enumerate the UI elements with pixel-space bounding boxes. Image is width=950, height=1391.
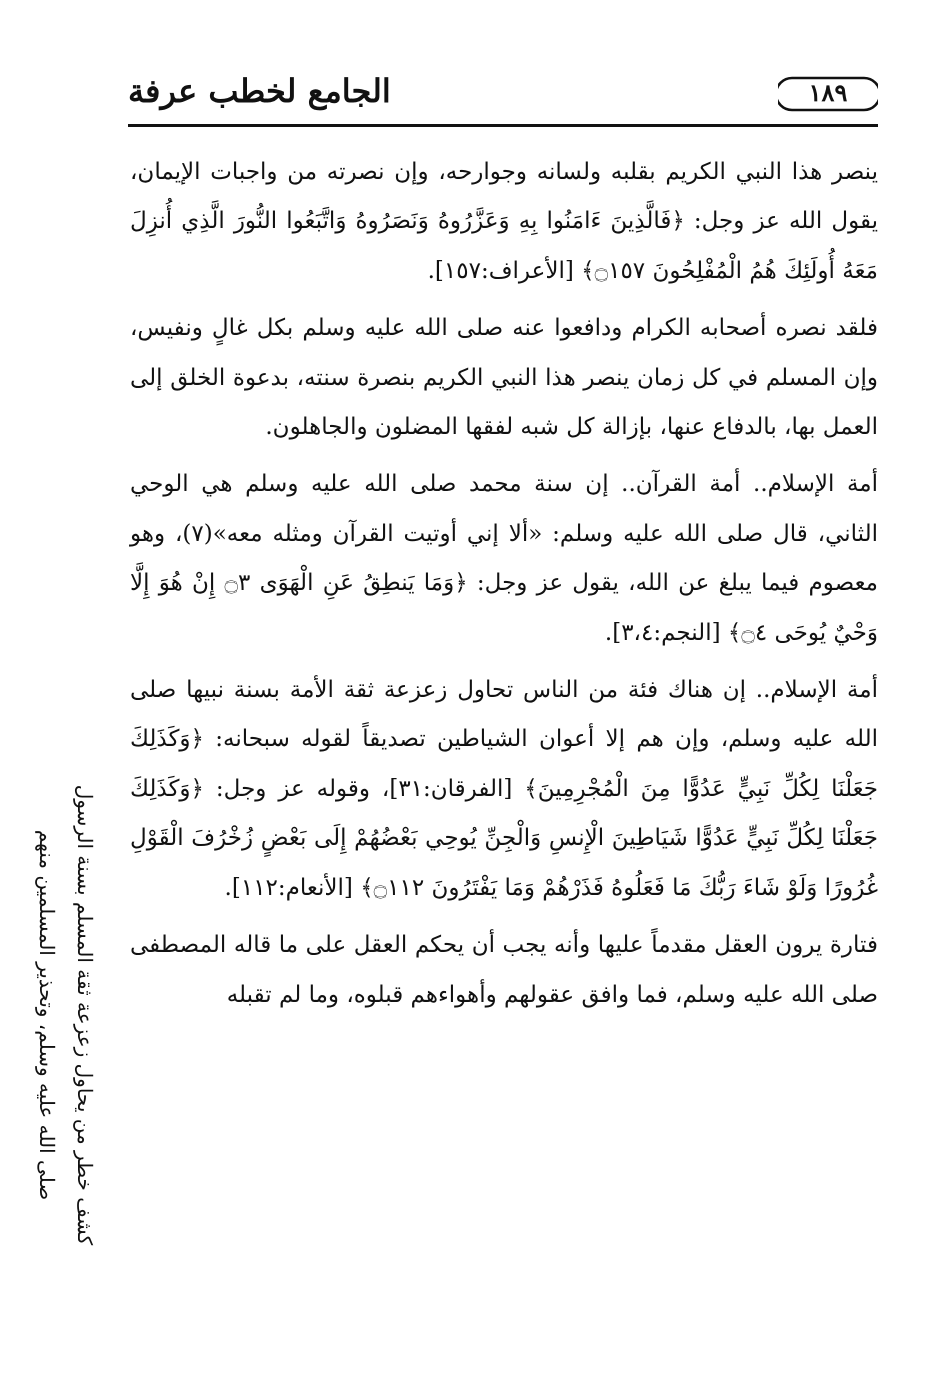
paragraph-1: ينصر هذا النبي الكريم بقلبه ولسانه وجوارحه، وإن نصرته من واجبات الإيمان، يقول الله عز وجل: ﴿فَالَّذِينَ ءَامَنُوا بِهِ وَعَزَّرُوهُ وَنَصَرُوهُ وَاتَّبَعُوا النُّورَ الَّذِي أُنزِلَ مَعَهُ أُولَئِكَ هُمُ الْمُفْلِحُونَ ۝١٥٧﴾ [الأعراف:١٥٧]. bbox=[130, 159, 878, 284]
margin-note-text: كشف خطر من يحاول زعزعة ثقة المسلم بسنة الرسول صلى الله عليه وسلم، وتحذير المسلمين منهم bbox=[35, 784, 97, 1246]
paragraph-2: فلقد نصره أصحابه الكرام ودافعوا عنه صلى الله عليه وسلم بكل غالٍ ونفيس، وإن المسلم في كل زمان ينصر هذا النبي الكريم بنصرة سنته، بدعوة الخلق إلى العمل بها، بالدفاع عنها، بإزالة كل شبه لفقها المضلون والجاهلون. bbox=[130, 315, 878, 441]
running-title: الجامع لخطب عرفة bbox=[128, 72, 391, 110]
page-number-badge bbox=[778, 74, 878, 114]
margin-note bbox=[24, 770, 104, 1260]
page-number: ١٨٩ bbox=[808, 78, 848, 107]
paragraph-4: أمة الإسلام.. إن هناك فئة من الناس تحاول زعزعة ثقة الأمة بسنة نبيها صلى الله عليه وسلم، وإن هم إلا أعوان الشياطين تصديقاً لقوله سبحانه: ﴿وَكَذَلِكَ جَعَلْنَا لِكُلِّ نَبِيٍّ عَدُوًّا مِنَ الْمُجْرِمِينَ﴾ [الفرقان:٣١]، وقوله عز وجل: ﴿وَكَذَلِكَ جَعَلْنَا لِكُلِّ نَبِيٍّ عَدُوًّا شَيَاطِينَ الْإِنسِ وَالْجِنِّ يُوحِي بَعْضُهُمْ إِلَى بَعْضٍ زُخْرُفَ الْقَوْلِ غُرُورًا وَلَوْ شَاءَ رَبُّكَ مَا فَعَلُوهُ فَذَرْهُمْ وَمَا يَفْتَرُونَ ۝١١٢﴾ [الأنعام:١١٢]. bbox=[130, 677, 878, 901]
body-text bbox=[130, 148, 878, 1020]
paragraph-3: أمة الإسلام.. أمة القرآن.. إن سنة محمد صلى الله عليه وسلم هي الوحي الثاني، قال صلى الله عليه وسلم: «ألا إني أوتيت القرآن ومثله معه»(٧)، وهو معصوم فيما يبلغ عن الله، يقول عز وجل: ﴿وَمَا يَنطِقُ عَنِ الْهَوَى ۝٣ إِنْ هُوَ إِلَّا وَحْيٌ يُوحَى ۝٤﴾ [النجم:٣،٤]. bbox=[130, 471, 878, 646]
page-header bbox=[128, 66, 878, 127]
paragraph-5: فتارة يرون العقل مقدماً عليها وأنه يجب أن يحكم العقل على ما قاله المصطفى صلى الله عليه وسلم، فما وافق عقولهم وأهواءهم قبلوه، وما لم تقبله bbox=[130, 932, 878, 1008]
